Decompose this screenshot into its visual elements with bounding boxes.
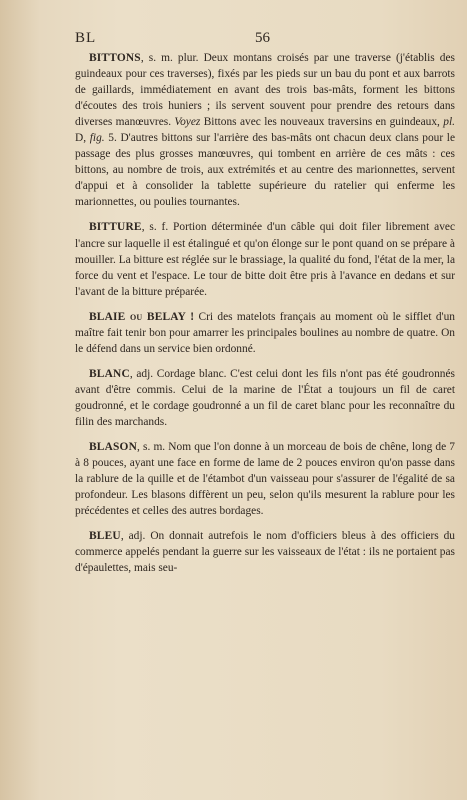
entry-grammar: , adj. — [129, 367, 154, 380]
page-number: 56 — [255, 30, 270, 46]
entry-text: Nom que l'on donne à un morceau de bois de chêne, long de 7 à 8 pouces, ayant une face en forme de lame de 2 pouces environ qu'on passe dans la rablure de la quille et de l'étambot d'un vaisseau pour s'assurer de l'égalité de sa profondeur. Les blasons diffèrent un peu, selon qu'ils mesurent la rablure pour les précédentes et celles des autres bordages. — [75, 441, 455, 518]
running-header — [75, 30, 432, 50]
entry-text: Cri des matelots français au moment où le sifflet d'un maître fait tenir bon pour amarrer les principales boulines au nombre de quatre. On le défend dans un service bien ordonné. — [75, 310, 455, 355]
entry-headword: BITTURE — [89, 221, 142, 234]
entry-text: 5. D'autres bittons sur l'arrière des bas-mâts ont chacun deux clans pour le passage des plus grosses manœuvres, qui tombent en arrière de ces mâts : ces bittons, au nombre de trois, aux extrémités et au centre des marionnettes, servent d'appui et à consolider la tablette supérieure du ratelier qui enferme les marionnettes, ou poulies tournantes. — [75, 132, 456, 209]
entry-headword: BITTONS — [89, 52, 141, 64]
entry-headword: BLEU — [89, 530, 121, 543]
entry-headword: BLASON — [89, 441, 138, 454]
entry-text: D, — [75, 132, 90, 145]
entry-text: Bittons avec les nouveaux traversins en guindeaux, — [200, 116, 444, 129]
entry-grammar: , s. m. — [137, 441, 166, 454]
entry-crossref: Voyez — [174, 116, 201, 129]
entry-bleu — [75, 528, 455, 576]
entry-blaie — [75, 309, 455, 357]
header-letters: BL — [75, 30, 97, 46]
entry-text: Cordage blanc. C'est celui dont les fils n'ont pas été goudronnés avant d'être commis. Celui de la marine de l'État a toujours un fil de caret goudronné, et le cordage goudronné a un fil de caret blanc pour les reconnaître du filin des marchands. — [75, 367, 455, 428]
entry-headword: BLAIE ou BELAY ! — [89, 310, 195, 323]
entry-text: Portion déterminée d'un câble qui doit filer librement avec l'ancre sur laquelle il est étalingué et qu'on élonge sur le pont quand on se prépare à mouiller. La bitture est réglée sur le brassiage, la qualité du fond, l'état de la mer, la force du vent et l'espace. Le tour de bitte doit être pris à l'avance en dedans et sur l'avant de la bitture préparée. — [75, 221, 455, 298]
entry-grammar: , adj. — [120, 530, 146, 543]
entry-grammar: , s. f. — [141, 221, 169, 234]
entry-bitture — [75, 219, 455, 299]
entry-bittons — [75, 50, 455, 210]
entry-text: On donnait autrefois le nom d'officiers bleus à des officiers du commerce appelés pendant la guerre sur les vaisseaux de l'état : ils ne portaient pas d'épaulettes, mais seu- — [75, 530, 456, 575]
entry-blanc — [75, 366, 455, 430]
entry-blason — [75, 439, 455, 519]
entry-figure-ref: fig. — [89, 132, 105, 145]
entry-grammar: , s. m. plur. — [140, 52, 199, 64]
entry-text: Deux montans croisés par une traverse (j'établis des guindeaux pour ces traverses), fixés par les pieds sur un bau du pont et aux barrots de gaillards, immédiatement en avant des trois bas-mâts, forment les bittons d'écoutes des trois huniers ; ils servent souvent pour prendre des retours dans diverses manœuvres. — [75, 52, 455, 129]
entry-plate-ref: pl. — [443, 116, 455, 129]
entry-headword: BLANC — [89, 367, 130, 380]
dictionary-text — [75, 50, 455, 585]
